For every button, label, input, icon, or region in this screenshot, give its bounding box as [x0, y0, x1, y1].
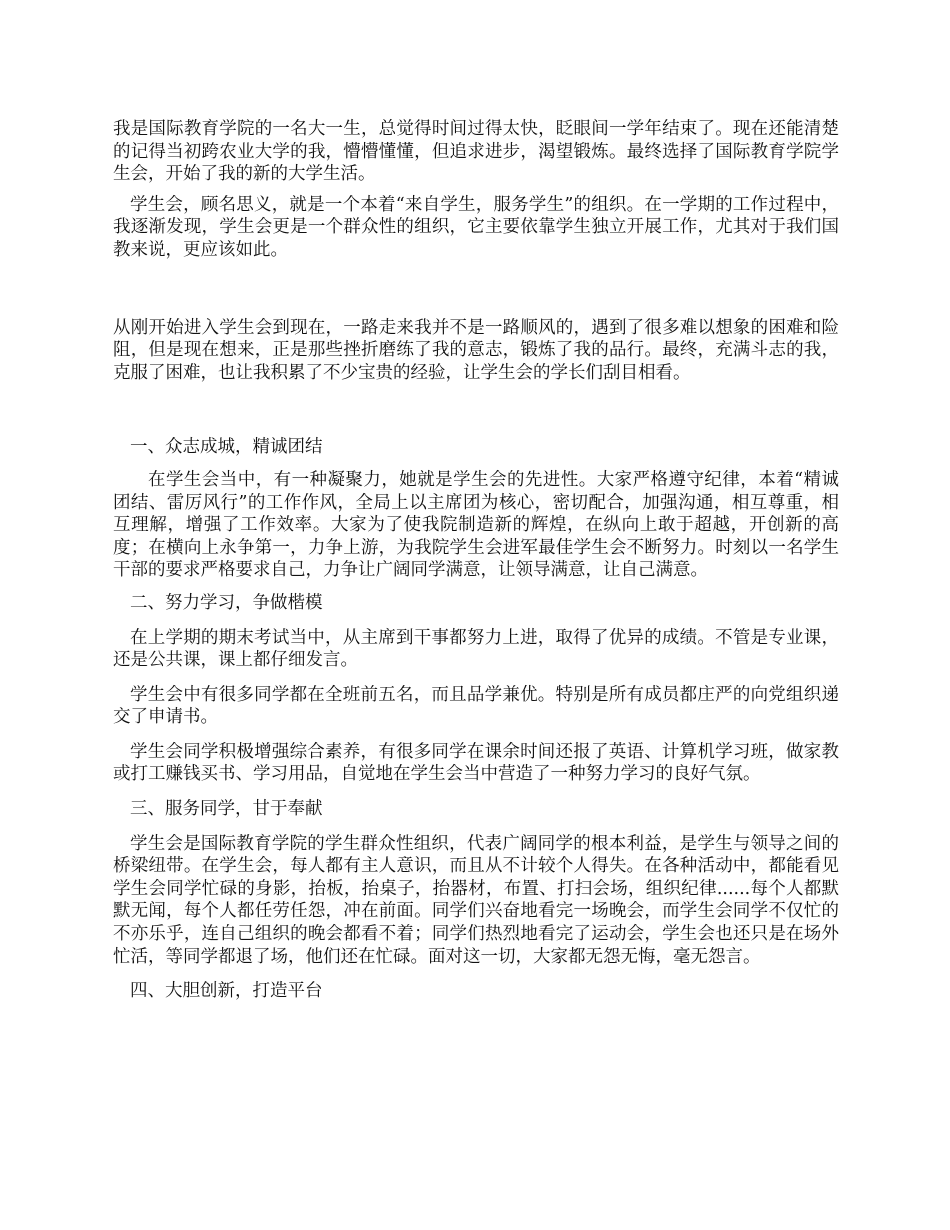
section-heading-3: 三、服务同学，甘于奉献 [130, 799, 323, 820]
section-heading-1: 一、众志成城，精诚团结 [130, 437, 323, 458]
service-paragraph: 学生会是国际教育学院的学生群众性组织，代表广阔同学的根本利益，是学生与领导之间的桥梁纽带。在学生会，每人都有主人意识，而且从不计较个人得失。在各种活动中，都能看见学生会同学忙碌的身影，抬板，抬桌子，抬器材，布置、打扫会场，组织纪律......每个人都默默无闻，每个人都任劳任怨，冲在前面。同学们兴奋地看完一场晚会，而学生会同学不仅忙的不亦乐乎，连自己组织的晚会都看不着；同学们热烈地看完了运动会，学生会也还只是在场外忙活，等同学都退了场，他们还在忙碌。面对这一切，大家都无怨无悔，毫无怨言。 [113, 833, 839, 967]
student-union-definition-paragraph: 学生会，顾名思义，就是一个本着“来自学生，服务学生”的组织。在一学期的工作过程中，我逐渐发现，学生会更是一个群众性的组织，它主要依靠学生独立开展工作，尤其对于我们国教来说，更应该如此。 [113, 194, 839, 260]
section-heading-2: 二、努力学习，争做楷模 [130, 592, 323, 613]
top-students-paragraph: 学生会中有很多同学都在全班前五名，而且品学兼优。特别是所有成员都庄严的向党组织递交了申请书。 [113, 684, 839, 728]
self-improvement-paragraph: 学生会同学积极增强综合素养，有很多同学在课余时间还报了英语、计算机学习班，做家教或打工赚钱买书、学习用品，自觉地在学生会当中营造了一种努力学习的良好气氛。 [113, 741, 839, 785]
section-heading-4: 四、大胆创新，打造平台 [130, 981, 323, 1002]
unity-paragraph: 在学生会当中，有一种凝聚力，她就是学生会的先进性。大家严格遵守纪律，本着“精诚团结、雷厉风行”的工作作风，全局上以主席团为核心，密切配合，加强沟通，相互尊重，相互理解，增强了工作效率。大家为了使我院制造新的辉煌，在纵向上敢于超越，开创新的高度；在横向上永争第一，力争上游，为我院学生会进军最佳学生会不断努力。时刻以一名学生干部的要求严格要求自己，力争让广阔同学满意，让领导满意，让自己满意。 [113, 469, 839, 581]
exam-paragraph: 在上学期的期末考试当中，从主席到干事都努力上进，取得了优异的成绩。不管是专业课，还是公共课，课上都仔细发言。 [113, 627, 839, 671]
intro-paragraph: 我是国际教育学院的一名大一生，总觉得时间过得太快，眨眼间一学年结束了。现在还能清楚的记得当初跨农业大学的我，懵懵懂懂，但追求进步，渴望锻炼。最终选择了国际教育学院学生会，开始了我的新的大学生活。 [113, 119, 839, 185]
experience-paragraph: 从刚开始进入学生会到现在，一路走来我并不是一路顺风的，遇到了很多难以想象的困难和险阻，但是现在想来，正是那些挫折磨练了我的意志，锻炼了我的品行。最终，充满斗志的我，克服了困难，也让我积累了不少宝贵的经验，让学生会的学长们刮目相看。 [113, 317, 839, 383]
document-body [113, 118, 839, 1003]
